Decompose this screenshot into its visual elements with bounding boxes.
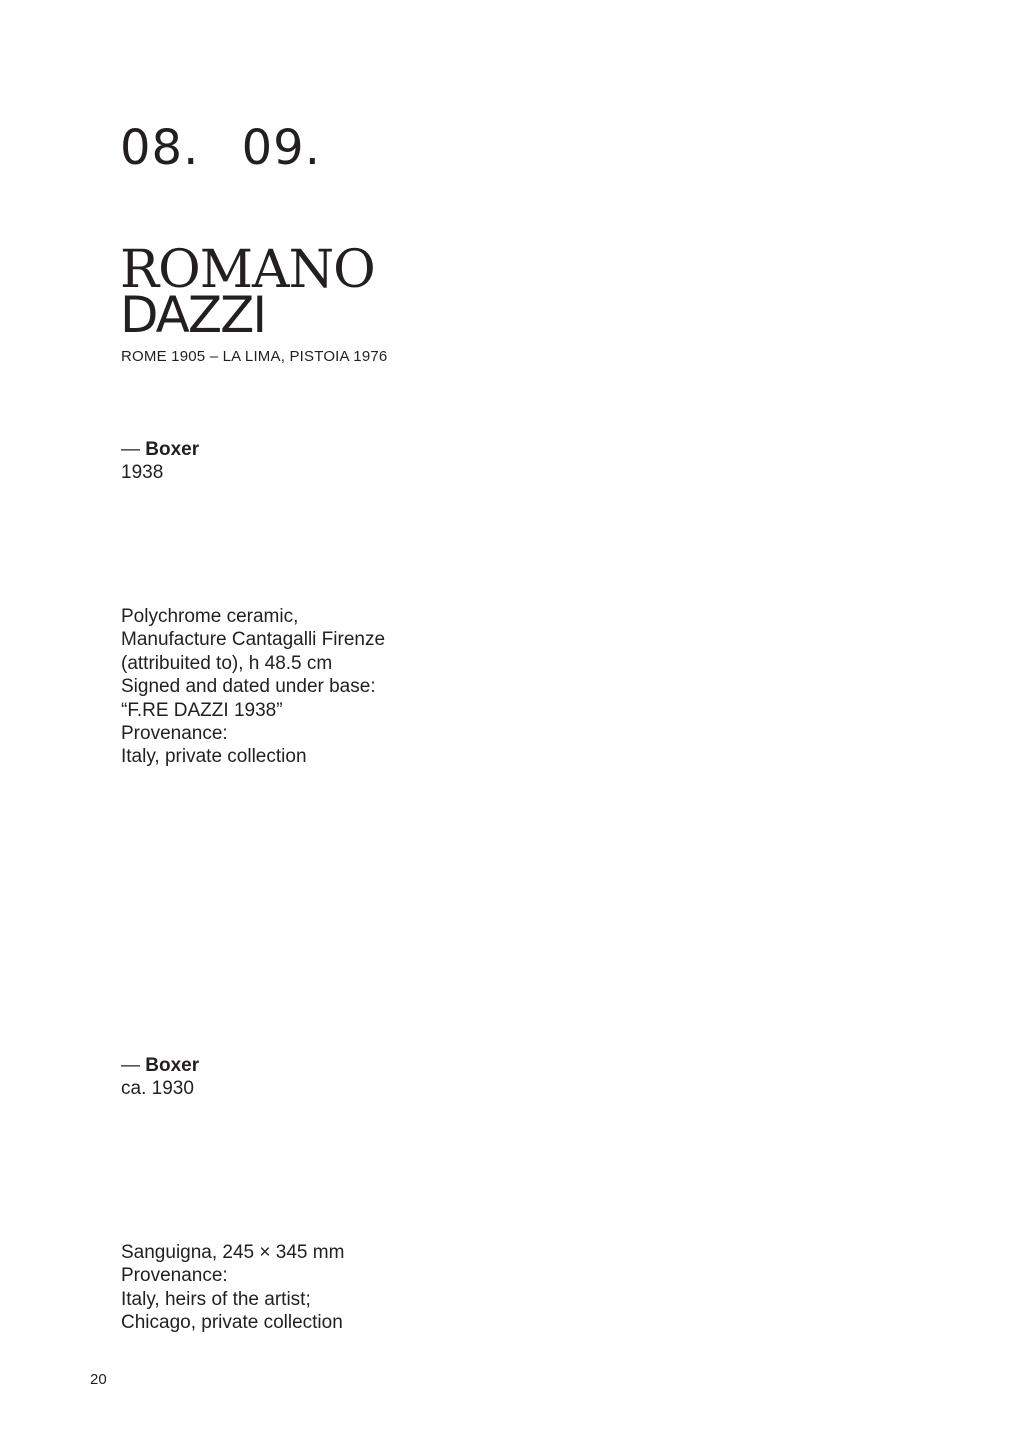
work-1-detail-line: Manufacture Cantagalli Firenze <box>121 629 386 651</box>
work-2-heading <box>121 1054 199 1077</box>
work-2-title: Boxer <box>145 1055 200 1076</box>
artist-first-name: ROMANO <box>120 240 375 300</box>
lot-number-09: 09. <box>241 120 321 176</box>
work-2-detail-line: Italy, heirs of the artist; <box>121 1288 311 1310</box>
work-2-dash: — <box>121 1055 140 1076</box>
work-2-date: ca. 1930 <box>121 1078 194 1099</box>
work-2-details <box>121 1241 344 1335</box>
work-2-detail-line: Sanguigna, 245 × 345 mm <box>121 1242 345 1263</box>
work-1-detail-line: Provenance: <box>121 723 228 745</box>
work-2-detail-line: Chicago, private collection <box>121 1312 343 1334</box>
work-1-detail-line: (attribuited to), h 48.5 cm <box>121 652 333 674</box>
artist-last-name: DAZZI <box>120 286 266 344</box>
work-2-detail-line: Provenance: <box>121 1265 228 1287</box>
page-number: 20 <box>90 1371 107 1388</box>
lot-number-08: 08. <box>120 120 200 176</box>
work-1-dash: — <box>121 439 140 460</box>
lot-numbers <box>120 118 321 178</box>
artist-life-dates: ROME 1905 – LA LIMA, PISTOIA 1976 <box>121 348 388 365</box>
work-1-details <box>121 605 385 769</box>
work-1-detail-line: Polychrome ceramic, <box>121 606 299 627</box>
work-1-detail-line: Signed and dated under base: <box>121 676 376 698</box>
work-1-detail-line: “F.RE DAZZI 1938” <box>121 699 283 721</box>
work-1-heading <box>121 438 199 461</box>
work-1-detail-line: Italy, private collection <box>121 746 307 768</box>
work-1-title: Boxer <box>145 439 200 460</box>
work-1-date: 1938 <box>121 462 164 483</box>
